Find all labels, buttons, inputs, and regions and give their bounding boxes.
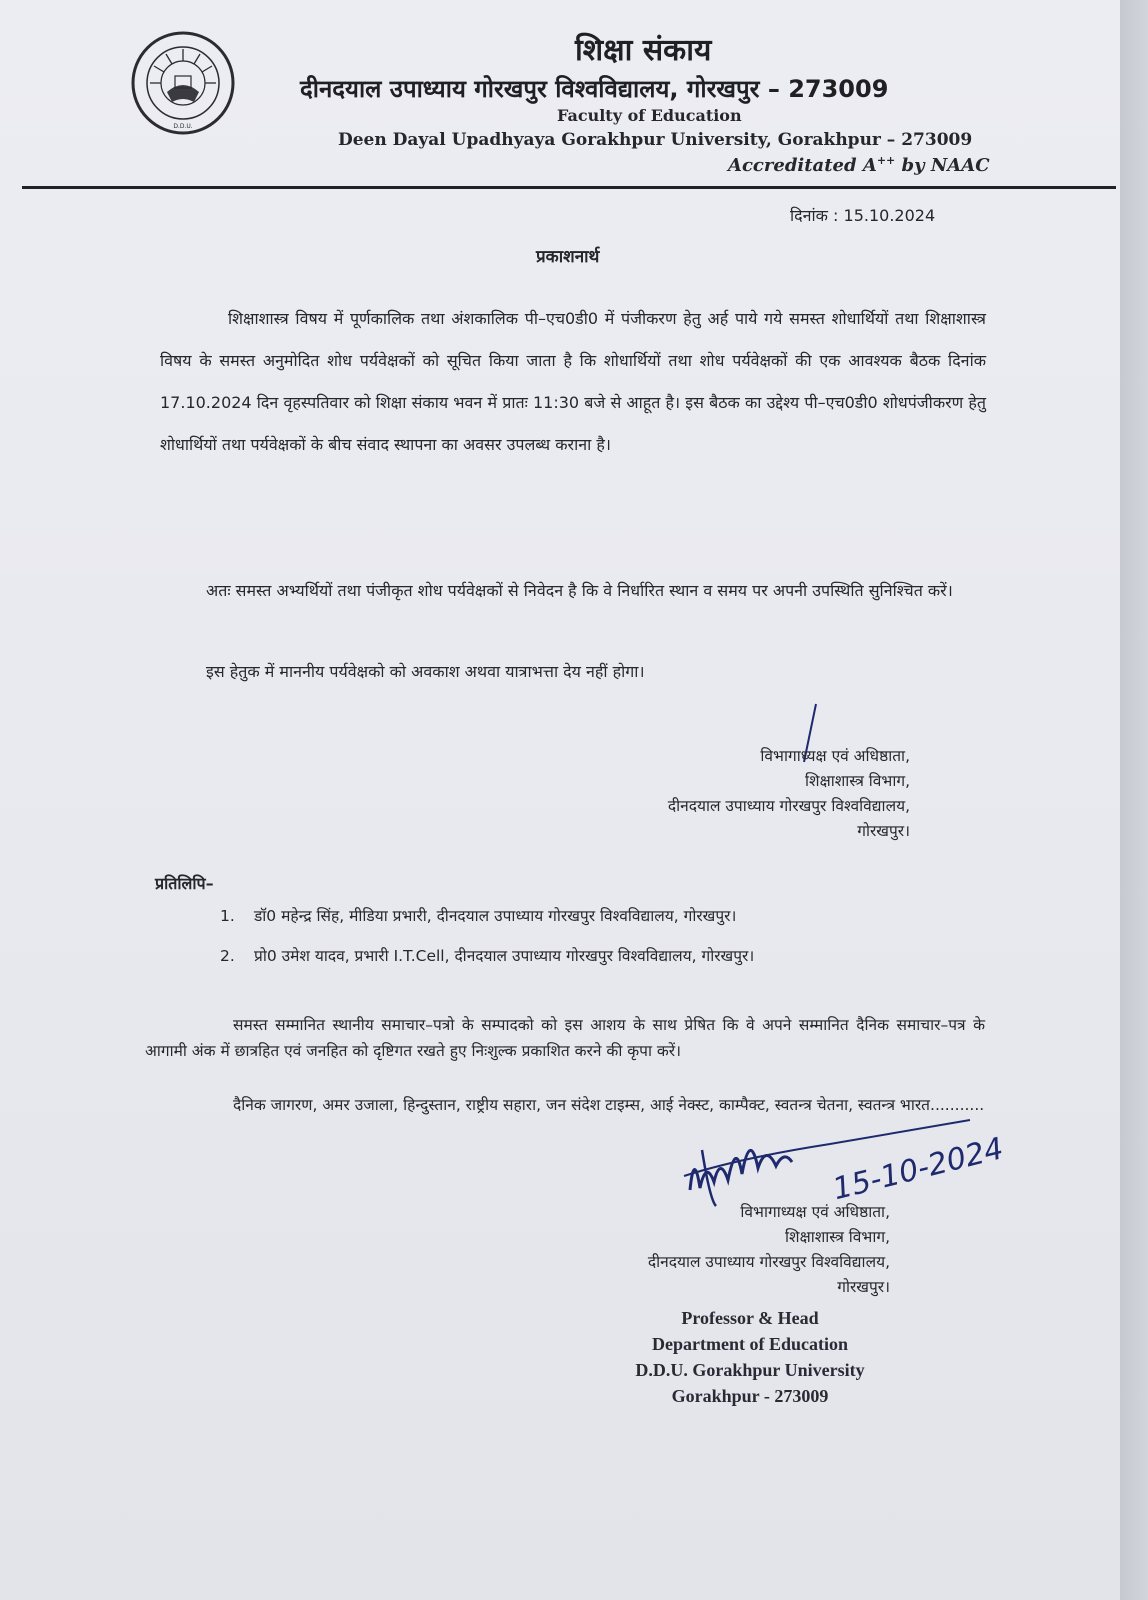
designation-line: विभागाध्यक्ष एवं अधिष्ठाता, [740,1203,890,1221]
stamp-department: Department of Education [652,1334,848,1354]
city-line: गोरखपुर। [857,822,910,840]
letter-date: दिनांक : 15.10.2024 [790,206,936,225]
paper-edge-shadow [1120,0,1148,1600]
body-paragraph-1: शिक्षाशास्त्र विषय में पूर्णकालिक तथा अंशकालिक पी–एच0डी0 में पंजीकरण हेतु अर्ह पाये गये समस्त शोधार्थियों तथा शिक्षाशास्त्र विषय के समस्त अनुमोदित शोध पर्यवेक्षकों को सूचित किया जाता है कि शोधार्थियों तथा शोध पर्यवेक्षकों की एक आवश्यक बैठक दिनांक 17.10.2024 दिन वृहस्पतिवार को शिक्षा संकाय भवन में प्रातः 11:30 बजे से आहूत है। इस बैठक का उद्देश्य पी–एच0डी0 शोधपंजीकरण हेतु शोधार्थियों तथा पर्यवेक्षकों के बीच संवाद स्थापना का अवसर उपलब्ध कराना है। [160,309,986,454]
university-name-hindi: दीनदयाल उपाध्याय गोरखपुर विश्वविद्यालय, गोरखपुर – 273009 [300,75,889,103]
stamp-university: D.D.U. Gorakhpur University [635,1360,865,1380]
svg-text:D.D.U.: D.D.U. [173,123,193,130]
faculty-name-english: Faculty of Education [557,106,742,125]
copy-to-heading: प्रतिलिपि– [155,874,214,893]
city-line: गोरखपुर। [837,1278,890,1296]
newspaper-list: दैनिक जागरण, अमर उजाला, हिन्दुस्तान, राष्ट्रीय सहारा, जन संदेश टाइम्स, आई नेक्स्ट, काम्पैक्ट, स्वतन्त्र चेतना, स्वतन्त्र भारत........... [233,1096,985,1114]
signature-block-1 [540,744,910,844]
signature-block-2 [520,1200,890,1300]
designation-line: विभागाध्यक्ष एवं अधिष्ठाता, [760,747,910,765]
university-seal-logo [130,30,236,136]
stamp-title: Professor & Head [681,1308,819,1328]
press-note-paragraph: समस्त सम्मानित स्थानीय समाचार–पत्रो के सम्पादको को इस आशय के साथ प्रेषित कि वे अपने सम्मानित दैनिक समाचार–पत्र के आगामी अंक में छात्रहित एवं जनहित को दृष्टिगत रखते हुए निःशुल्क प्रकाशित करने की कृपा करें। [145,1016,985,1060]
letter-subject: प्रकाशनार्थ [536,247,600,267]
accreditation-line: Accreditated A++ by NAAC [728,154,990,176]
copy-item: 2. प्रो0 उमेश यादव, प्रभारी I.T.Cell, दीनदयाल उपाध्याय गोरखपुर विश्वविद्यालय, गोरखपुर। [220,947,755,965]
header-divider [22,186,1116,189]
copy-item: 1. डॉ0 महेन्द्र सिंह, मीडिया प्रभारी, दीनदयाल उपाध्याय गोरखपुर विश्वविद्यालय, गोरखपुर। [220,907,737,925]
body-paragraph-2: अतः समस्त अभ्यर्थियों तथा पंजीकृत शोध पर्यवेक्षकों से निवेदन है कि वे निर्धारित स्थान व समय पर अपनी उपस्थिति सुनिश्चित करें। [206,581,953,600]
department-line: शिक्षाशास्त्र विभाग, [785,1228,890,1246]
department-line: शिक्षाशास्त्र विभाग, [805,772,910,790]
svg-text:15-10-2024: 15-10-2024 [829,1131,1007,1208]
faculty-title-hindi: शिक्षा संकाय [575,33,712,68]
university-line: दीनदयाल उपाध्याय गोरखपुर विश्वविद्यालय, [647,1253,890,1271]
university-line: दीनदयाल उपाध्याय गोरखपुर विश्वविद्यालय, [667,797,910,815]
university-name-english: Deen Dayal Upadhyaya Gorakhpur University, Gorakhpur – 273009 [338,130,973,150]
body-paragraph-3: इस हेतुक में माननीय पर्यवेक्षको को अवकाश अथवा यात्राभत्ता देय नहीं होगा। [206,662,645,681]
official-stamp [600,1305,900,1409]
stamp-city: Gorakhpur - 273009 [671,1386,829,1406]
